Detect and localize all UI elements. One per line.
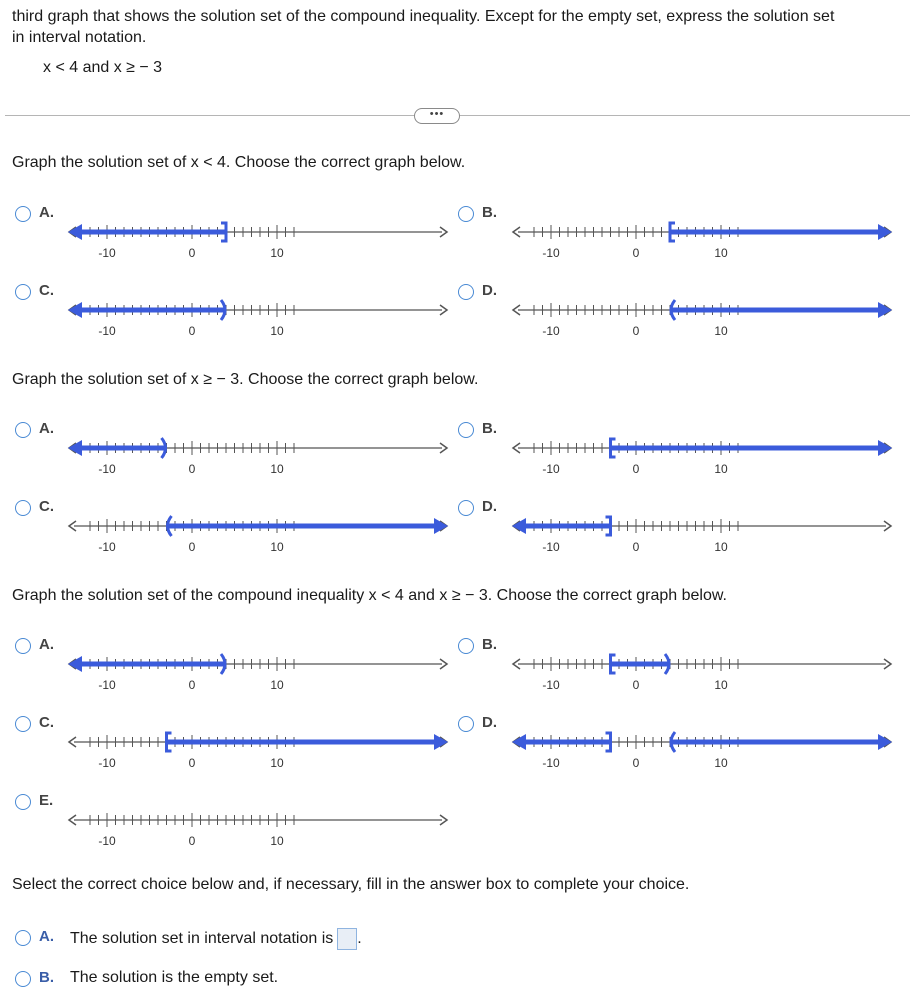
radio-button[interactable] xyxy=(15,500,31,516)
tick-label--10: -10 xyxy=(542,678,560,692)
radio-button[interactable] xyxy=(458,716,474,732)
shaded-arrow-right xyxy=(878,734,892,750)
number-line-q3-d xyxy=(508,728,898,772)
tick-label--10: -10 xyxy=(542,540,560,554)
final-choice-b[interactable]: B. The solution is the empty set. xyxy=(15,969,435,991)
prompt-line-1: third graph that shows the solution set of the compound inequality. Except for the empty set, express the solution set xyxy=(12,8,835,25)
tick-label--10: -10 xyxy=(542,462,560,476)
number-line-q3-b xyxy=(508,650,898,694)
tick-label-10: 10 xyxy=(714,324,728,338)
radio-button[interactable] xyxy=(15,716,31,732)
tick-label--10: -10 xyxy=(98,324,116,338)
tick-label-10: 10 xyxy=(270,540,284,554)
tick-label-10: 10 xyxy=(270,246,284,260)
shaded-arrow-left xyxy=(68,440,82,456)
number-line-q2-b xyxy=(508,434,898,478)
number-line-q3-a xyxy=(64,650,454,694)
tick-label-10: 10 xyxy=(270,678,284,692)
radio-button[interactable] xyxy=(15,638,31,654)
shaded-arrow-left xyxy=(68,302,82,318)
number-line-q3-e xyxy=(64,806,454,850)
tick-label--10: -10 xyxy=(98,834,116,848)
inequality-text: x < 4 and x ≥ − 3 xyxy=(43,59,163,76)
tick-label-10: 10 xyxy=(270,756,284,770)
shaded-arrow-right xyxy=(878,224,892,240)
tick-label--10: -10 xyxy=(98,246,116,260)
shaded-arrow-right xyxy=(878,440,892,456)
radio-button[interactable] xyxy=(458,284,474,300)
radio-button[interactable] xyxy=(458,638,474,654)
shaded-arrow-left xyxy=(512,734,526,750)
number-line-q1-c xyxy=(64,296,454,340)
shaded-arrow-right xyxy=(878,302,892,318)
tick-label-10: 10 xyxy=(714,756,728,770)
choice-a-suffix: . xyxy=(357,930,362,948)
tick-label-0: 0 xyxy=(188,756,196,770)
tick-label-0: 0 xyxy=(632,462,640,476)
tick-label-10: 10 xyxy=(270,462,284,476)
tick-label-0: 0 xyxy=(188,540,196,554)
number-line-q2-a xyxy=(64,434,454,478)
answer-input-box[interactable] xyxy=(337,928,357,950)
shaded-arrow-right xyxy=(434,734,448,750)
number-line-q1-a xyxy=(64,218,454,262)
number-line-q3-c xyxy=(64,728,454,772)
radio-button[interactable] xyxy=(15,206,31,222)
radio-button[interactable] xyxy=(458,500,474,516)
tick-label-0: 0 xyxy=(188,462,196,476)
shaded-arrow-right xyxy=(434,518,448,534)
final-choice-a[interactable]: A. The solution set in interval notation is . xyxy=(15,928,435,950)
tick-label-10: 10 xyxy=(270,324,284,338)
tick-label-10: 10 xyxy=(714,462,728,476)
tick-label-0: 0 xyxy=(632,324,640,338)
number-line-q2-c xyxy=(64,512,454,556)
choice-a-text: The solution set in interval notation is xyxy=(70,930,334,948)
tick-label--10: -10 xyxy=(542,246,560,260)
tick-label-0: 0 xyxy=(632,246,640,260)
radio-button[interactable] xyxy=(15,794,31,810)
number-line-q1-b xyxy=(508,218,898,262)
question-1: Graph the solution set of x < 4. Choose the correct graph below. xyxy=(12,154,466,171)
radio-button[interactable] xyxy=(458,422,474,438)
tick-label-0: 0 xyxy=(188,834,196,848)
tick-label-10: 10 xyxy=(714,540,728,554)
tick-label-0: 0 xyxy=(632,756,640,770)
tick-label-10: 10 xyxy=(714,678,728,692)
radio-button[interactable] xyxy=(15,284,31,300)
tick-label-0: 0 xyxy=(632,540,640,554)
tick-label--10: -10 xyxy=(98,756,116,770)
prompt-line-2: in interval notation. xyxy=(12,29,147,46)
question-2: Graph the solution set of x ≥ − 3. Choose the correct graph below. xyxy=(12,371,479,388)
shaded-arrow-left xyxy=(68,224,82,240)
tick-label--10: -10 xyxy=(98,462,116,476)
number-line-q1-d xyxy=(508,296,898,340)
tick-label--10: -10 xyxy=(98,540,116,554)
number-line-q2-d xyxy=(508,512,898,556)
radio-button[interactable] xyxy=(15,971,31,987)
tick-label-0: 0 xyxy=(188,678,196,692)
choice-b-text: The solution is the empty set. xyxy=(70,969,279,986)
radio-button[interactable] xyxy=(15,422,31,438)
more-button[interactable]: ••• xyxy=(414,108,460,124)
tick-label--10: -10 xyxy=(542,324,560,338)
tick-label-0: 0 xyxy=(188,246,196,260)
tick-label-0: 0 xyxy=(188,324,196,338)
shaded-arrow-left xyxy=(512,518,526,534)
tick-label-0: 0 xyxy=(632,678,640,692)
final-question: Select the correct choice below and, if necessary, fill in the answer box to complete your choice. xyxy=(12,876,690,893)
question-3: Graph the solution set of the compound inequality x < 4 and x ≥ − 3. Choose the correct graph below. xyxy=(12,587,727,604)
tick-label--10: -10 xyxy=(542,756,560,770)
tick-label--10: -10 xyxy=(98,678,116,692)
shaded-arrow-left xyxy=(68,656,82,672)
tick-label-10: 10 xyxy=(270,834,284,848)
radio-button[interactable] xyxy=(15,930,31,946)
radio-button[interactable] xyxy=(458,206,474,222)
tick-label-10: 10 xyxy=(714,246,728,260)
